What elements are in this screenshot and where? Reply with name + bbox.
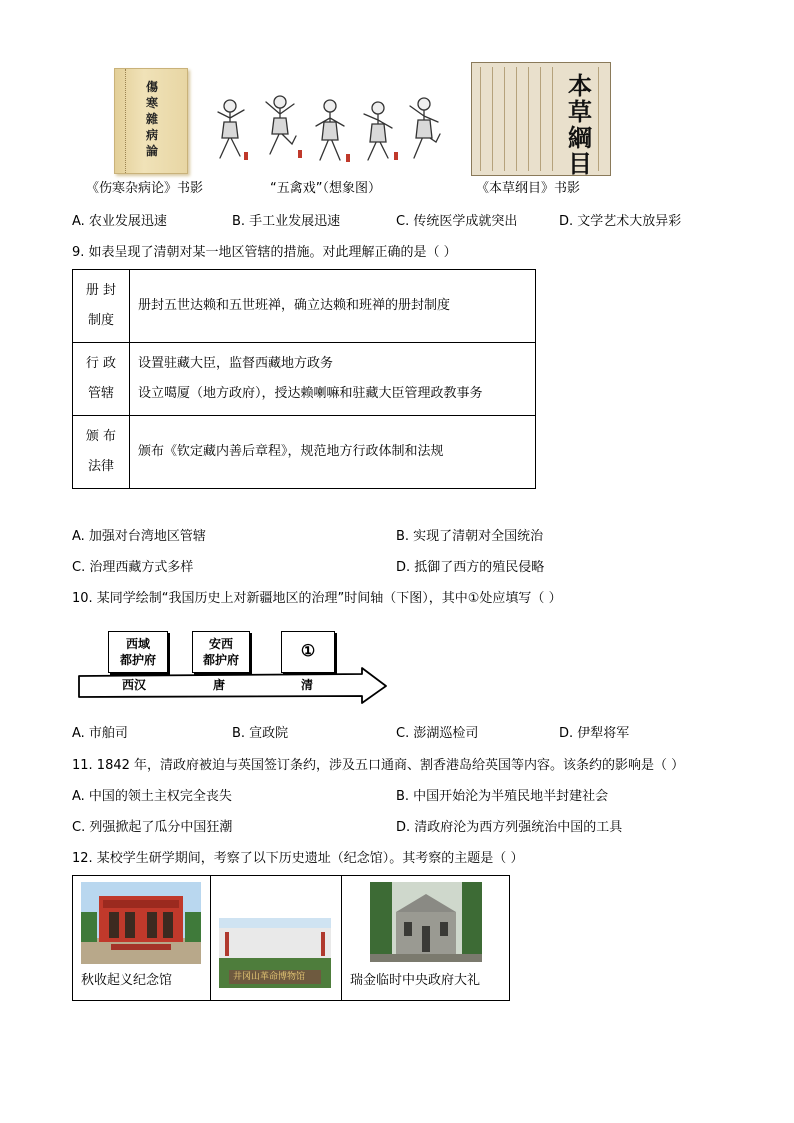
book-title-vertical: 傷寒雜病論 xyxy=(145,80,158,158)
cell-ruijin xyxy=(342,876,510,1001)
timeline-box-xiyu: 西域 都护府 xyxy=(108,631,168,673)
row-content: 册封五世达赖和五世班禅，确立达赖和班禅的册封制度 xyxy=(130,270,536,343)
q12-stem: 12. 某校学生研学期间，考察了以下历史遗址（纪念馆）。其考察的主题是（ ） xyxy=(72,851,524,866)
q11-option-b: B. 中国开始沦为半殖民地半封建社会 xyxy=(396,789,609,804)
table-row xyxy=(73,876,510,1001)
qiushou-museum-photo xyxy=(81,882,201,964)
era-xihan: 西汉 xyxy=(122,678,147,692)
bencao-title-vertical: 本草綱目 xyxy=(568,71,592,178)
table-row xyxy=(73,416,536,489)
museum-sign-text: 井冈山革命博物馆 xyxy=(233,972,306,982)
q10-option-a: A. 市舶司 xyxy=(72,726,128,741)
timeline-box-blank: ① xyxy=(281,631,335,673)
shanghan-book-image xyxy=(114,68,188,174)
table-row xyxy=(73,270,536,343)
q11-option-d: D. 清政府沦为西方列强统治中国的工具 xyxy=(396,820,623,835)
q11-option-c: C. 列强掀起了瓜分中国狂潮 xyxy=(72,820,233,835)
q10-option-d: D. 伊犁将军 xyxy=(559,726,630,741)
caption-bencao: 《本草纲目》书影 xyxy=(476,181,581,196)
q11-stem: 11. 1842 年，清政府被迫与英国签订条约，涉及五口通商、割香港岛给英国等内容。该条约的影响是（ ） xyxy=(72,758,685,773)
ruijin-hall-photo xyxy=(370,882,482,962)
q9-table xyxy=(72,269,536,489)
bencao-book-image xyxy=(471,62,611,176)
row-header: 册 封 制度 xyxy=(73,270,130,343)
q8-option-d: D. 文学艺术大放异彩 xyxy=(559,214,682,229)
q9-option-c: C. 治理西藏方式多样 xyxy=(72,560,194,575)
era-qing: 清 xyxy=(301,678,314,692)
q10-stem: 10. 某同学绘制“我国历史上对新疆地区的治理”时间轴（下图），其中①处应填写（ ） xyxy=(72,591,562,606)
q10-option-b: B. 宣政院 xyxy=(232,726,289,741)
caption-qiushou: 秋收起义纪念馆 xyxy=(81,973,173,988)
row-header: 行 政 管辖 xyxy=(73,343,130,416)
caption-ruijin: 瑞金临时中央政府大礼 xyxy=(350,973,481,988)
wuqinxi-figures-image xyxy=(212,92,448,168)
era-tang: 唐 xyxy=(213,678,226,692)
q9-option-a: A. 加强对台湾地区管辖 xyxy=(72,529,206,544)
q9-stem: 9. 如表呈现了清朝对某一地区管辖的措施。对此理解正确的是（ ） xyxy=(72,245,457,260)
table-row xyxy=(73,343,536,416)
q9-option-d: D. 抵御了西方的殖民侵略 xyxy=(396,560,545,575)
q12-table xyxy=(72,875,510,1001)
q11-option-a: A. 中国的领土主权完全丧失 xyxy=(72,789,232,804)
caption-shanghan: 《伤寒杂病论》书影 xyxy=(86,181,204,196)
q8-option-a: A. 农业发展迅速 xyxy=(72,214,167,229)
row-content: 设置驻藏大臣，监督西藏地方政务 设立噶厦（地方政府），授达赖喇嘛和驻藏大臣管理政教事务 xyxy=(130,343,536,416)
timeline-box-anxi: 安西 都护府 xyxy=(192,631,250,673)
row-header: 颁 布 法律 xyxy=(73,416,130,489)
cell-qiushou xyxy=(73,876,211,1001)
row-content: 颁布《钦定藏内善后章程》，规范地方行政体制和法规 xyxy=(130,416,536,489)
q10-option-c: C. 澎湖巡检司 xyxy=(396,726,479,741)
q9-option-b: B. 实现了清朝对全国统治 xyxy=(396,529,544,544)
q8-option-c: C. 传统医学成就突出 xyxy=(396,214,518,229)
q8-option-b: B. 手工业发展迅速 xyxy=(232,214,341,229)
caption-wuqinxi: “五禽戏”（想象图） xyxy=(270,181,381,196)
cell-jinggangshan xyxy=(211,876,342,1001)
